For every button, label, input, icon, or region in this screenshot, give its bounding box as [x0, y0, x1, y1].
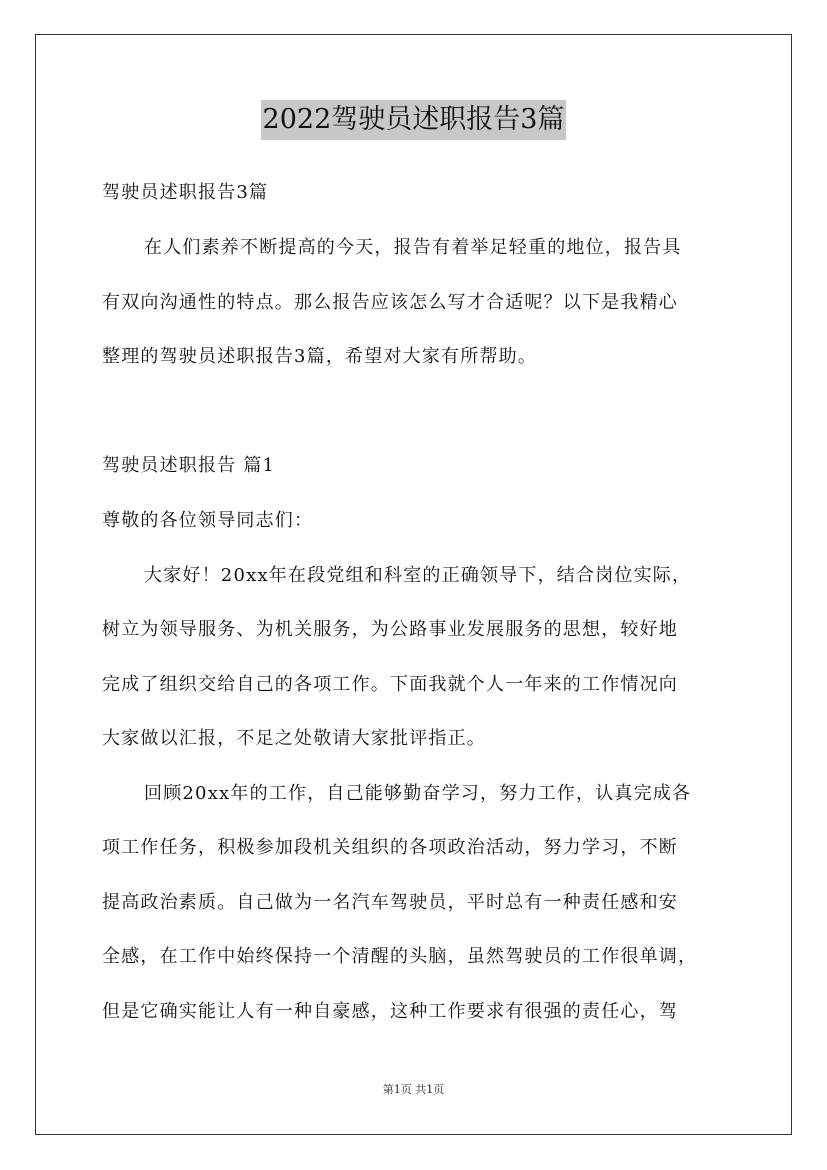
body-line: 项工作任务，积极参加段机关组织的各项政治活动，努力学习，不断: [102, 837, 678, 858]
salutation-line: 尊敬的各位领导同志们：: [102, 510, 314, 531]
body-line: 大家好！20xx年在段党组和科室的正确领导下，结合岗位实际，: [144, 565, 692, 586]
body-line: 全感，在工作中始终保持一个清醒的头脑，虽然驾驶员的工作很单调，: [102, 946, 698, 967]
body-line: 但是它确实能让人有一种自豪感，这种工作要求有很强的责任心，驾: [102, 1001, 678, 1022]
body-line: 完成了组织交给自己的各项工作。下面我就个人一年来的工作情况向: [102, 674, 678, 695]
body-line: 大家做以汇报，不足之处敬请大家批评指正。: [102, 728, 486, 749]
intro-line: 有双向沟通性的特点。那么报告应该怎么写才合适呢？以下是我精心: [102, 292, 678, 313]
body-line: 回顾20xx年的工作，自己能够勤奋学习，努力工作，认真完成各: [144, 783, 692, 804]
page-footer: 第1页 共1页: [382, 1083, 445, 1096]
body-line: 提高政治素质。自己做为一名汽车驾驶员，平时总有一种责任感和安: [102, 892, 678, 913]
body-line: 树立为领导服务、为机关服务，为公路事业发展服务的思想，较好地: [102, 619, 678, 640]
document-title: 2022驾驶员述职报告3篇: [261, 100, 567, 140]
subtitle-line: 驾驶员述职报告3篇: [102, 182, 269, 203]
section-heading: 驾驶员述职报告 篇1: [102, 455, 276, 476]
intro-line: 整理的驾驶员述职报告3篇，希望对大家有所帮助。: [102, 346, 538, 367]
title-container: [0, 100, 827, 140]
intro-line: 在人们素养不断提高的今天，报告有着举足轻重的地位，报告具: [144, 237, 682, 258]
